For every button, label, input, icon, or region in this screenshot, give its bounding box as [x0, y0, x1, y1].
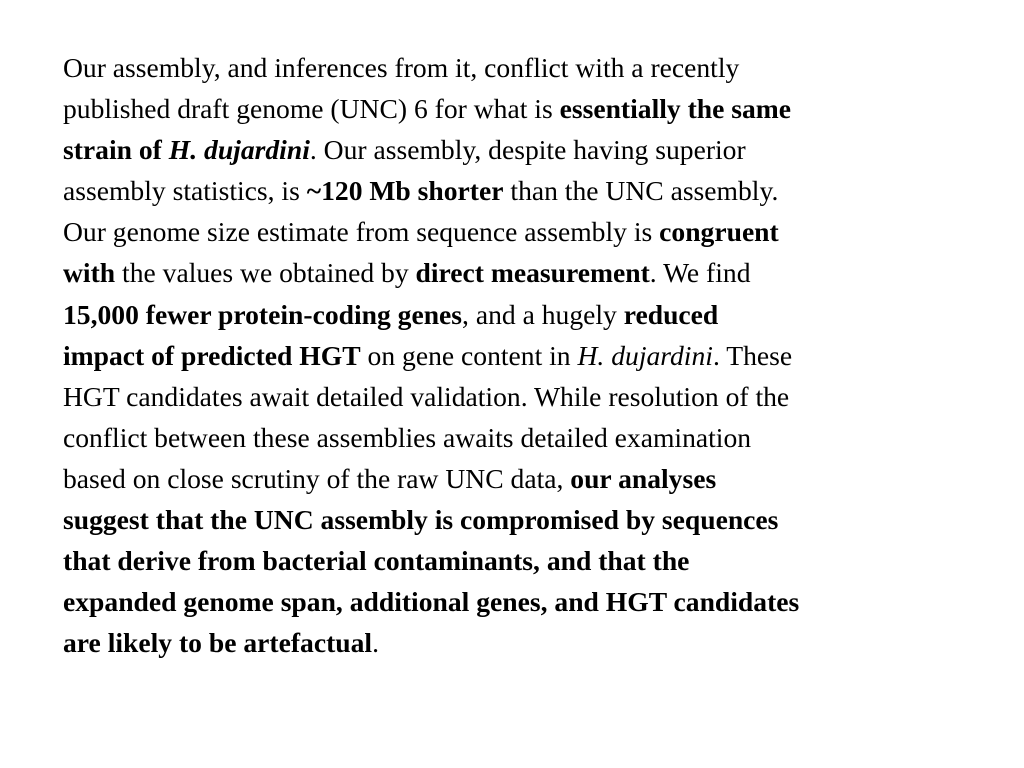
text-line	[63, 170, 983, 211]
text-line	[63, 417, 983, 458]
text-line	[63, 376, 983, 417]
text-segment: on gene content in	[360, 339, 578, 371]
bold-text: direct measurement	[415, 257, 650, 289]
text-line	[63, 129, 983, 170]
text-segment: . Our assembly, despite having superior	[309, 134, 746, 166]
text-line	[63, 252, 983, 293]
text-segment: based on close scrutiny of the raw UNC data,	[63, 462, 571, 494]
text-line	[63, 499, 983, 540]
text-segment: HGT candidates await detailed validation. While resolution of the	[63, 380, 790, 412]
bold-text: impact of predicted HGT	[63, 339, 361, 371]
text-segment: the values we obtained by	[115, 257, 416, 289]
body-paragraph	[63, 47, 983, 663]
bold-text: ~120 Mb shorter	[306, 175, 504, 207]
bold-text: reduced	[623, 298, 719, 330]
bold-text: suggest that the UNC assembly is compromised by sequences	[63, 504, 779, 536]
bold-text: expanded genome span, additional genes, and HGT candidates	[63, 586, 800, 618]
bold-text: our analyses	[570, 462, 717, 494]
text-segment: . We find	[649, 257, 751, 289]
text-segment: . These	[712, 339, 793, 371]
text-line	[63, 88, 983, 129]
text-segment: Our assembly, and inferences from it, conflict with a recently	[63, 52, 740, 83]
text-segment: than the UNC assembly.	[503, 175, 779, 207]
text-segment: conflict between these assemblies awaits detailed examination	[63, 421, 752, 453]
italic-text: H. dujardini	[577, 339, 713, 371]
text-segment: published draft genome (UNC) 6 for what is	[63, 93, 560, 125]
text-line	[63, 294, 983, 335]
bold-text: strain of	[63, 134, 169, 166]
bold-text: essentially the same	[559, 93, 792, 125]
bold-text: that derive from bacterial contaminants, and that the	[63, 545, 690, 577]
bold-text: 15,000 fewer protein-coding genes	[63, 298, 463, 330]
bold-text: with	[63, 257, 116, 289]
text-segment: , and a hugely	[462, 298, 624, 330]
text-line	[63, 47, 983, 88]
text-segment: assembly statistics, is	[63, 175, 307, 207]
text-segment: .	[372, 627, 379, 659]
text-line	[63, 622, 983, 663]
text-segment: Our genome size estimate from sequence assembly is	[63, 216, 660, 248]
bold-text: congruent	[659, 216, 779, 248]
text-line	[63, 581, 983, 622]
text-line	[63, 211, 983, 252]
bold-text: are likely to be artefactual	[63, 627, 373, 659]
bold-italic-text: H. dujardini	[168, 134, 310, 166]
text-line	[63, 458, 983, 499]
text-line	[63, 335, 983, 376]
text-line	[63, 540, 983, 581]
